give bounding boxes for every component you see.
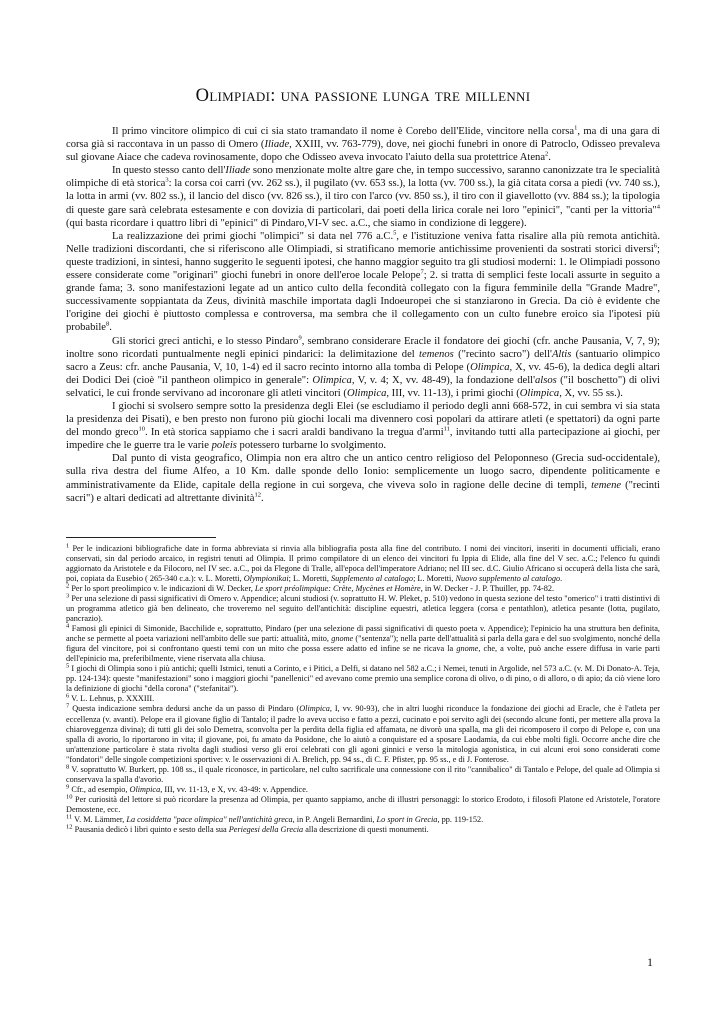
footnote-ref: 12 bbox=[254, 491, 261, 499]
footnote bbox=[66, 704, 660, 764]
text-run: V. soprattutto W. Burkert, pp. 108 ss., il quale riconosce, in particolare, nel culto sacrificale una connessione con il rito "cannibalico" di Tantalo e Pelope, del quale ad Olimpia si conservava la spalla d'avorio. bbox=[66, 764, 660, 784]
footnote bbox=[66, 541, 660, 584]
text-run: , in P. Angeli Bernardini, bbox=[292, 814, 377, 824]
title-initial: O bbox=[195, 86, 210, 106]
footnote-ref: 11 bbox=[443, 425, 450, 433]
italic-text: Olympionikai bbox=[243, 573, 289, 583]
text-run: In questo stesso canto dell' bbox=[112, 165, 226, 177]
body-text bbox=[66, 125, 660, 505]
text-run: ; queste tradizioni, in sintesi, hanno suggerito le seguenti ipotesi, che hanno maggior seguito tra gli studiosi moderni: 1. le Olimpiadi possono essere considerate come "originari" giochi funebri in onore dell'eroe locale Pelope bbox=[66, 243, 660, 282]
text-run: Famosi gli epinici di Simonide, Bacchilide e, soprattutto, Pindaro (per una selezione di passi significativi di questo poeta v. Appendice); l'epinicio ha una struttura ben definita, anche se permette al poeta variazioni nell'ambito delle sue parti: attualità, mito, bbox=[66, 624, 660, 644]
text-run: Per le indicazioni bibliografiche date in forma abbreviata si rinvia alla bibliografia posta alla fine del contributo. I nomi dei vincitori, inseriti in documenti ufficiali, erano conservati, sin dal periodo arcaico, in registri tenuti ad Olimpia. Il primo compilatore di un elenco dei vincitori fu Ippia di Elide, alla fine del V sec. a.C.; l'elenco fu quindi aggiornato da Aristotele e da Filocoro, nel IV sec. a.C., poi da Flegone di Tralle, all'epoca dell'imperatore Adriano; nel III sec. d.C. Giulio Africano si occuperà della lista che sarà, poi, copiata da Eusebio ( 265-340 c.a.): v. L. Moretti, bbox=[66, 543, 660, 583]
text-run: Pausania dedicò i libri quinto e sesto della sua bbox=[72, 825, 229, 835]
text-run: . bbox=[260, 492, 264, 504]
text-run: , X, vv. 45-6), la dedica degli altari dei Dodici Dei (cioè "il pantheon olimpico in generale": bbox=[66, 361, 660, 386]
italic-text: Olimpica bbox=[312, 374, 352, 386]
footnote-ref: 4 bbox=[656, 203, 660, 211]
text-run: Questa indicazione sembra dedursi anche da un passo di Pindaro ( bbox=[69, 704, 300, 714]
italic-text: Nuovo supplemento al catalogo bbox=[455, 573, 561, 583]
text-run: . bbox=[548, 152, 551, 164]
footnote-ref: 2 bbox=[545, 150, 549, 158]
text-run: La realizzazione dei primi giochi "olimpici" si data nel 776 a.C. bbox=[112, 230, 394, 242]
italic-text: Iliade bbox=[264, 139, 290, 151]
footnote bbox=[66, 694, 660, 704]
footnote-ref: 5 bbox=[393, 229, 397, 237]
italic-text: Supplemento al catalogo bbox=[331, 573, 414, 583]
footnote-ref: 3 bbox=[66, 592, 70, 600]
italic-text: temene bbox=[591, 479, 622, 491]
footnote-ref: 4 bbox=[66, 622, 70, 630]
italic-text: gnome bbox=[331, 634, 354, 644]
footnote-separator bbox=[66, 537, 216, 538]
footnote-ref: 1 bbox=[574, 124, 578, 132]
italic-text: Olimpica bbox=[129, 784, 161, 794]
italic-text: Periegesi della Grecia bbox=[228, 825, 304, 835]
text-run: (santuario olimpico sacro a Zeus: cfr. anche Pausania, V, 10, 1-4) ed il sacro recinto intorno alla tomba di Pelope ( bbox=[66, 348, 660, 373]
text-run: , III, vv. 11-13, e X, vv. 43-49: v. Appendice. bbox=[160, 784, 308, 794]
page-number: 1 bbox=[647, 955, 653, 969]
text-run: sono menzionate molte altre gare che, in tempo successivo, saranno canonizzate tra le specialità olimpiche di età storica bbox=[66, 165, 661, 190]
italic-text: Olimpica bbox=[299, 704, 330, 714]
text-run: ; L. Moretti, bbox=[288, 573, 332, 583]
text-run: ("recinto sacro") dell' bbox=[453, 348, 552, 360]
italic-text: Lo sport in Grecia bbox=[376, 814, 438, 824]
text-run: , e l'istituzione veniva fatta risalire alla più remota antichità. Nelle tradizioni discordanti, che si riferiscono alle Olimpiadi, si stratificano memorie antichissime provenienti da sostrati storici diversi bbox=[66, 230, 660, 255]
italic-text: gnome bbox=[456, 644, 479, 654]
footnote bbox=[66, 664, 660, 694]
footnote-ref: 9 bbox=[66, 783, 70, 791]
footnote-ref: 8 bbox=[106, 320, 110, 328]
footnote-ref: 9 bbox=[298, 333, 302, 341]
text-run: Dal punto di vista geografico, Olimpia non era altro che un antico centro religioso del Peloponneso (Grecia sud-occidentale), sulla riva destra del fiume Alfeo, a 10 Km. dalle sponde dello Ionio: semplicemente un luogo sacro, dipendente politicamente e amministrativamente da Elide, capitale della regione in cui sorgeva, che viveva solo in ragione delle decine di templi, bbox=[66, 453, 660, 491]
text-run: V. L. Lehnus, p. XXXIII. bbox=[69, 694, 155, 704]
paragraph bbox=[66, 164, 660, 229]
italic-text: La cosiddetta "pace olimpica" nell'antichità greca bbox=[126, 814, 293, 824]
footnotes bbox=[66, 541, 660, 835]
footnote-ref: 8 bbox=[66, 763, 70, 770]
paragraph bbox=[66, 400, 660, 452]
text-run: ; 2. si tratta di semplici feste locali assurte in seguito a grande fama; 3. sono manifestazioni legate ad un antico culto della fecondità collegato con la figura femminile della "Grande Madre", successivamente soppiantata da Zeus, divinità maschile importata dagli Indoeuropei che si stanziarono in Grecia. Da ciò è evidente che l'origine dei giochi è piuttosto complessa e controversa, ma sembra che il collegamento con un culto funebre eroico sia l'ipotesi più probabile bbox=[66, 270, 660, 334]
italic-text: alsos bbox=[535, 374, 557, 386]
text-run: ("il boschetto") di olivi selvatici, le cui fronde servivano ad incoronare gli atleti vincitori ( bbox=[66, 374, 661, 399]
text-run: potessero turbarne lo svolgimento. bbox=[236, 440, 387, 452]
italic-text: Altis bbox=[551, 348, 572, 360]
text-run: Il primo vincitore olimpico di cui ci sia stato tramandato il nome è Corebo dell'Elide, vincitore nella corsa bbox=[112, 126, 575, 137]
footnote bbox=[66, 815, 660, 825]
footnote-ref: 7 bbox=[66, 702, 70, 710]
footnote bbox=[66, 765, 660, 785]
text-run: Per una selezione di passi significativi di Omero v. Appendice; alcuni studiosi (v. soprattutto H. W. Pleket, p. 510) vedono in questa sezione del testo "omerico" i tratti distintivi di un programma atletico già ben delineato, che troveremo nel seguito dell'antichità: discipline equestri, atletica leggera (corsa e pentathlon), atletica pesante (lotta, pugilato, pancrazio). bbox=[66, 593, 660, 624]
text-run: I giochi si svolsero sempre sotto la presidenza degli Elei (se escludiamo il periodo degli anni 668-572, in cui sembra vi sia stata la presidenza dei Pisati), e ben presto non furono più giochi locali ma divennero così popolari da attirare atleti (e spettatori) da ogni parte del mondo greco bbox=[66, 400, 660, 439]
footnote bbox=[66, 624, 660, 664]
italic-text: Iliade bbox=[225, 165, 251, 177]
text-run: ; L. Moretti, bbox=[413, 573, 456, 583]
text-run: Gli storici greci antichi, e lo stesso Pindaro bbox=[112, 335, 299, 347]
text-run: ("sentenza"); nella parte dell'attualità si parla della gara e del suo svolgimento, nonché della figura del vincitore, poi si confrontano questi temi con un mito che possa essere adatto ed infine se ne ricava la bbox=[66, 634, 660, 654]
italic-text: Olimpica bbox=[470, 361, 510, 373]
text-run: ("recinti sacri") e altari dedicati ad altrettante divinità bbox=[66, 479, 660, 504]
title-rest: limpiadi: una passione lunga tre millenni bbox=[209, 86, 531, 106]
text-run: , III, vv. 11-13), i primi giochi ( bbox=[386, 387, 520, 399]
text-run: . bbox=[560, 573, 563, 583]
footnote-ref: 3 bbox=[165, 176, 169, 184]
italic-text: Olimpica bbox=[346, 387, 387, 399]
text-run: (qui basta ricordare i quattro libri di "epinici" di Pindaro,VI-V sec. a.C., che siamo in condizione di leggere). bbox=[66, 217, 527, 229]
italic-text: poleis bbox=[211, 440, 237, 452]
footnote bbox=[66, 584, 660, 594]
text-run: , XXIII, vv. 763-779), dove, nei giochi funebri in onore di Patroclo, Odisseo prevaleva sul giovane Aiace che cadeva rovinosamente, dopo che Odisseo aveva invocato l'aiuto della sua protettrice Atena bbox=[66, 139, 660, 164]
text-run: Per lo sport preolimpico v. le indicazioni di W. Decker, bbox=[69, 583, 255, 593]
footnote-ref: 10 bbox=[138, 425, 145, 433]
paragraph bbox=[66, 452, 660, 504]
footnote-ref: 6 bbox=[66, 692, 70, 700]
italic-text: temenos bbox=[419, 348, 454, 360]
text-run: , sembrano considerare Eracle il fondatore dei giochi (cfr. anche Pausania, V, 7, 9); inoltre sono ricordati puntualmente negli epinici pindarici: la delimitazione del bbox=[66, 335, 660, 360]
italic-text: Olimpica bbox=[519, 387, 560, 399]
text-run: Cfr., ad esempio, bbox=[69, 784, 130, 794]
text-run: , che, a volte, può anche essere diffusa in varie parti dell'epinicio ma, preferibilmente, viene riservata alla chiusa. bbox=[66, 644, 660, 664]
footnote bbox=[66, 795, 660, 815]
text-run: , pp. 119-152. bbox=[437, 814, 484, 824]
text-run: , X, vv. 55 ss.). bbox=[559, 387, 623, 399]
text-run: , ma di una gara di corsa già si raccontava in un passo di Omero ( bbox=[66, 126, 660, 151]
footnote-ref: 6 bbox=[653, 242, 658, 250]
footnote bbox=[66, 594, 660, 624]
text-run: , I, vv. 90-93), che in altri luoghi riconduce la fondazione dei giochi ad Eracle, che è l'atleta per eccellenza (v. avanti). Pelope era il giovane figlio di Tantalo; il padre lo aveva ucciso e fatto a pezzi, cucinato e poi servito agli dei (secondo alcune fonti, per mettere alla prova la chiaroveggenza divina); di tutti gli dei solo Demetra, sconvolta per la perdita della figlia ed affamata, ne divorò una spalla, ma gli dei ricomposero il corpo di Pelope e, con una spalla di avorio, lo riportarono in vita; il giovane, poi, fu amato da Posidone, che lo aiutò a conquistare ed a sposare Laodamia, da cui ebbe molti figli. Occorre anche dire che un'attenzione particolare è stata rivolta dagli studiosi verso gli eroi celebrati con gli agoni ginnici e verso la mitologia agonistica, in cui alcuni eroi sono considerati come "fondatori" delle singole competizioni sportive: v. le osservazioni di A. Brelich, pp. 94 ss., di C. F. Pfister, pp. 95 ss., e di J. Fonterose. bbox=[66, 704, 660, 764]
text-run: : la corsa coi carri (vv. 262 ss.), il pugilato (vv. 653 ss.), la lotta (vv. 700 ss.), la già citata corsa a piedi (vv. 740 ss.), la lotta in armi (vv. 802 ss.), il lancio del disco (vv. 826 ss.), il tiro con l'arco (vv. 850 ss.), il tiro con il giavellotto (vv. 884 ss.); la tipologia di queste gare sarà celebrata estesamente e con dovizia di particolari, dai poeti della lirica corale nei loro "epinici", "canti per la vittoria" bbox=[66, 178, 660, 216]
document-title bbox=[66, 86, 660, 107]
footnote-ref: 2 bbox=[66, 582, 70, 590]
footnote bbox=[66, 785, 660, 795]
text-run: , in W. Decker - J. P. Thuiller, pp. 74-82. bbox=[420, 583, 555, 593]
italic-text: Le sport préolimpique: Crète, Mycènes et Homère bbox=[254, 583, 421, 593]
text-run: . In età storica sappiamo che i sacri araldi bandivano la tregua d'armi bbox=[144, 427, 444, 439]
document-page bbox=[66, 86, 660, 835]
paragraph bbox=[66, 125, 660, 164]
text-run: , invitando tutti alla partecipazione ai giochi, per impedire che le guerre tra le varie bbox=[66, 427, 660, 452]
paragraph bbox=[66, 335, 660, 400]
text-run: . bbox=[109, 322, 112, 334]
text-run: I giochi di Olimpia sono i più antichi; quelli Istmici, tenuti a Corinto, e i Pitici, a Delfi, si datano nel 582 a.C.; i Nemei, tenuti in Argolide, nel 573 a.C. (v. M. Di Donato-A. Teja, pp. 124-134): queste "manifestazioni" sono i maggiori giochi "panellenici" ed avevano come premio una semplice corona di olivo, o di pino, o di alloro, o di apio; da ciò viene loro la definizione di giochi "della corona" ("stefanitai"). bbox=[66, 664, 660, 694]
footnote-ref: 10 bbox=[66, 793, 73, 801]
footnote bbox=[66, 825, 660, 835]
text-run: V. M. Lämmer, bbox=[72, 814, 127, 824]
footnote-ref: 7 bbox=[420, 268, 424, 276]
text-run: alla descrizione di questi monumenti. bbox=[303, 825, 429, 835]
footnote-ref: 1 bbox=[66, 541, 70, 549]
footnote-ref: 5 bbox=[66, 662, 70, 670]
text-run: , V, v. 4; X, vv. 48-49), la fondazione dell' bbox=[351, 374, 535, 386]
footnote-ref: 11 bbox=[66, 813, 73, 821]
paragraph bbox=[66, 230, 660, 335]
text-run: Per curiosità del lettore si può ricordare la presenza ad Olimpia, per quanto sappiamo, anche di illustri personaggi: lo storico Erodoto, i filosofi Platone ed Aristotele, l'oratore Demostene, ecc. bbox=[66, 794, 660, 814]
footnote-ref: 12 bbox=[66, 823, 73, 831]
